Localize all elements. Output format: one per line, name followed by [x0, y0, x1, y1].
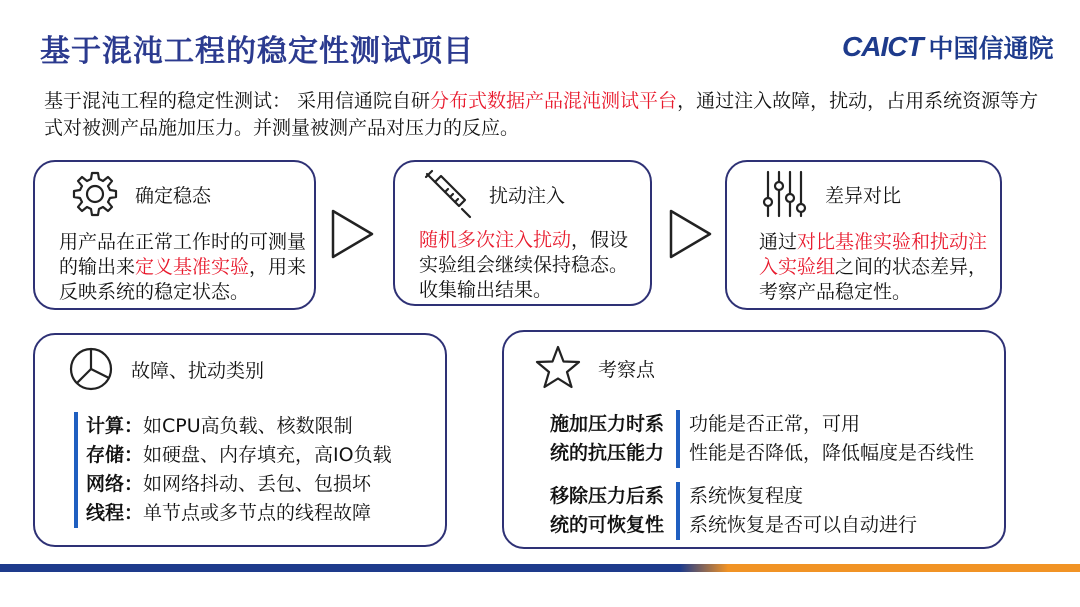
- step-text: 之间的状态差异，考察产品稳定性。: [759, 256, 988, 303]
- category-value: 如CPU高负载、核数限制: [143, 415, 353, 437]
- step-description: [759, 230, 993, 305]
- page-title: 基于混沌工程的稳定性测试项目: [40, 34, 474, 69]
- step-text: ，用来反映系统的稳定状态。: [59, 256, 307, 303]
- logo-latin-text: CAICT: [842, 31, 923, 62]
- evaluation-point-key: 移除压力后系统的可恢复性: [549, 485, 664, 536]
- categories-label: 故障、扰动类别: [131, 359, 265, 382]
- evaluation-point-row: [536, 482, 917, 540]
- list-item: [86, 499, 392, 528]
- intro-highlight: 分布式数据产品混沌测试平台: [430, 90, 678, 112]
- evaluation-point-values: [676, 482, 917, 540]
- star-icon: [532, 342, 584, 394]
- list-item: [86, 412, 392, 441]
- evaluation-point-values: [676, 410, 974, 468]
- step-text: ，假设实验组会继续保持稳态。收集输出结果。: [419, 229, 629, 301]
- evaluation-point-row: [536, 410, 974, 468]
- evaluation-value: 性能是否降低，降低幅度是否线性: [689, 442, 975, 464]
- step-description: [59, 230, 307, 305]
- step-label: 差异对比: [825, 184, 902, 207]
- footer-bar-blue: [0, 564, 680, 572]
- logo-chinese-text: 中国信通院: [928, 34, 1054, 63]
- step-card-injection: [393, 160, 652, 306]
- step-label: 扰动注入: [489, 184, 566, 207]
- step-card-comparison: [725, 160, 1002, 310]
- category-key: 存储：: [86, 444, 144, 466]
- step-text: 用产品在正常工作时的可测量的输出来: [59, 231, 307, 278]
- intro-paragraph: [44, 88, 1044, 142]
- intro-text-1: 基于混沌工程的稳定性测试： 采用信通院自研: [44, 90, 431, 112]
- evaluation-point-key: 施加压力时系统的抗压能力: [549, 413, 664, 464]
- play-arrow-icon: [668, 208, 714, 260]
- category-value: 单节点或多节点的线程故障: [143, 502, 372, 524]
- category-value: 如网络抖动、丢包、包损坏: [143, 473, 372, 495]
- pie-chart-icon: [65, 343, 117, 395]
- step-highlight: 定义基准实验: [135, 256, 250, 278]
- step-highlight: 随机多次注入扰动: [419, 229, 572, 251]
- step-text: 通过: [759, 231, 798, 253]
- play-arrow-icon: [330, 208, 376, 260]
- list-item: [86, 441, 392, 470]
- step-highlight: 对比基准实验和扰动注入实验组: [759, 231, 988, 278]
- category-key: 线程：: [86, 502, 144, 524]
- gear-icon: [69, 168, 121, 220]
- sliders-icon: [759, 168, 811, 220]
- step-card-baseline: [33, 160, 316, 310]
- evaluation-value: 功能是否正常，可用: [689, 413, 861, 435]
- evaluation-value: 系统恢复是否可以自动进行: [689, 514, 918, 536]
- intro-text-2: ，通过注入故障，扰动，占用系统资源等方式对被测产品施加压力。并测量被测产品对压力的反应。: [44, 90, 1039, 139]
- points-label: 考察点: [598, 358, 656, 381]
- category-key: 计算：: [86, 415, 144, 437]
- syringe-icon: [423, 168, 475, 220]
- category-value: 如硬盘、内存填充，高IO负载: [143, 444, 392, 466]
- step-description: [419, 228, 641, 303]
- caict-logo: [842, 30, 1054, 64]
- footer-bar-orange: [680, 564, 1080, 572]
- list-item: [86, 470, 392, 499]
- step-label: 确定稳态: [135, 184, 212, 207]
- category-key: 网络：: [86, 473, 144, 495]
- evaluation-value: 系统恢复程度: [689, 485, 804, 507]
- categories-list: [74, 412, 392, 528]
